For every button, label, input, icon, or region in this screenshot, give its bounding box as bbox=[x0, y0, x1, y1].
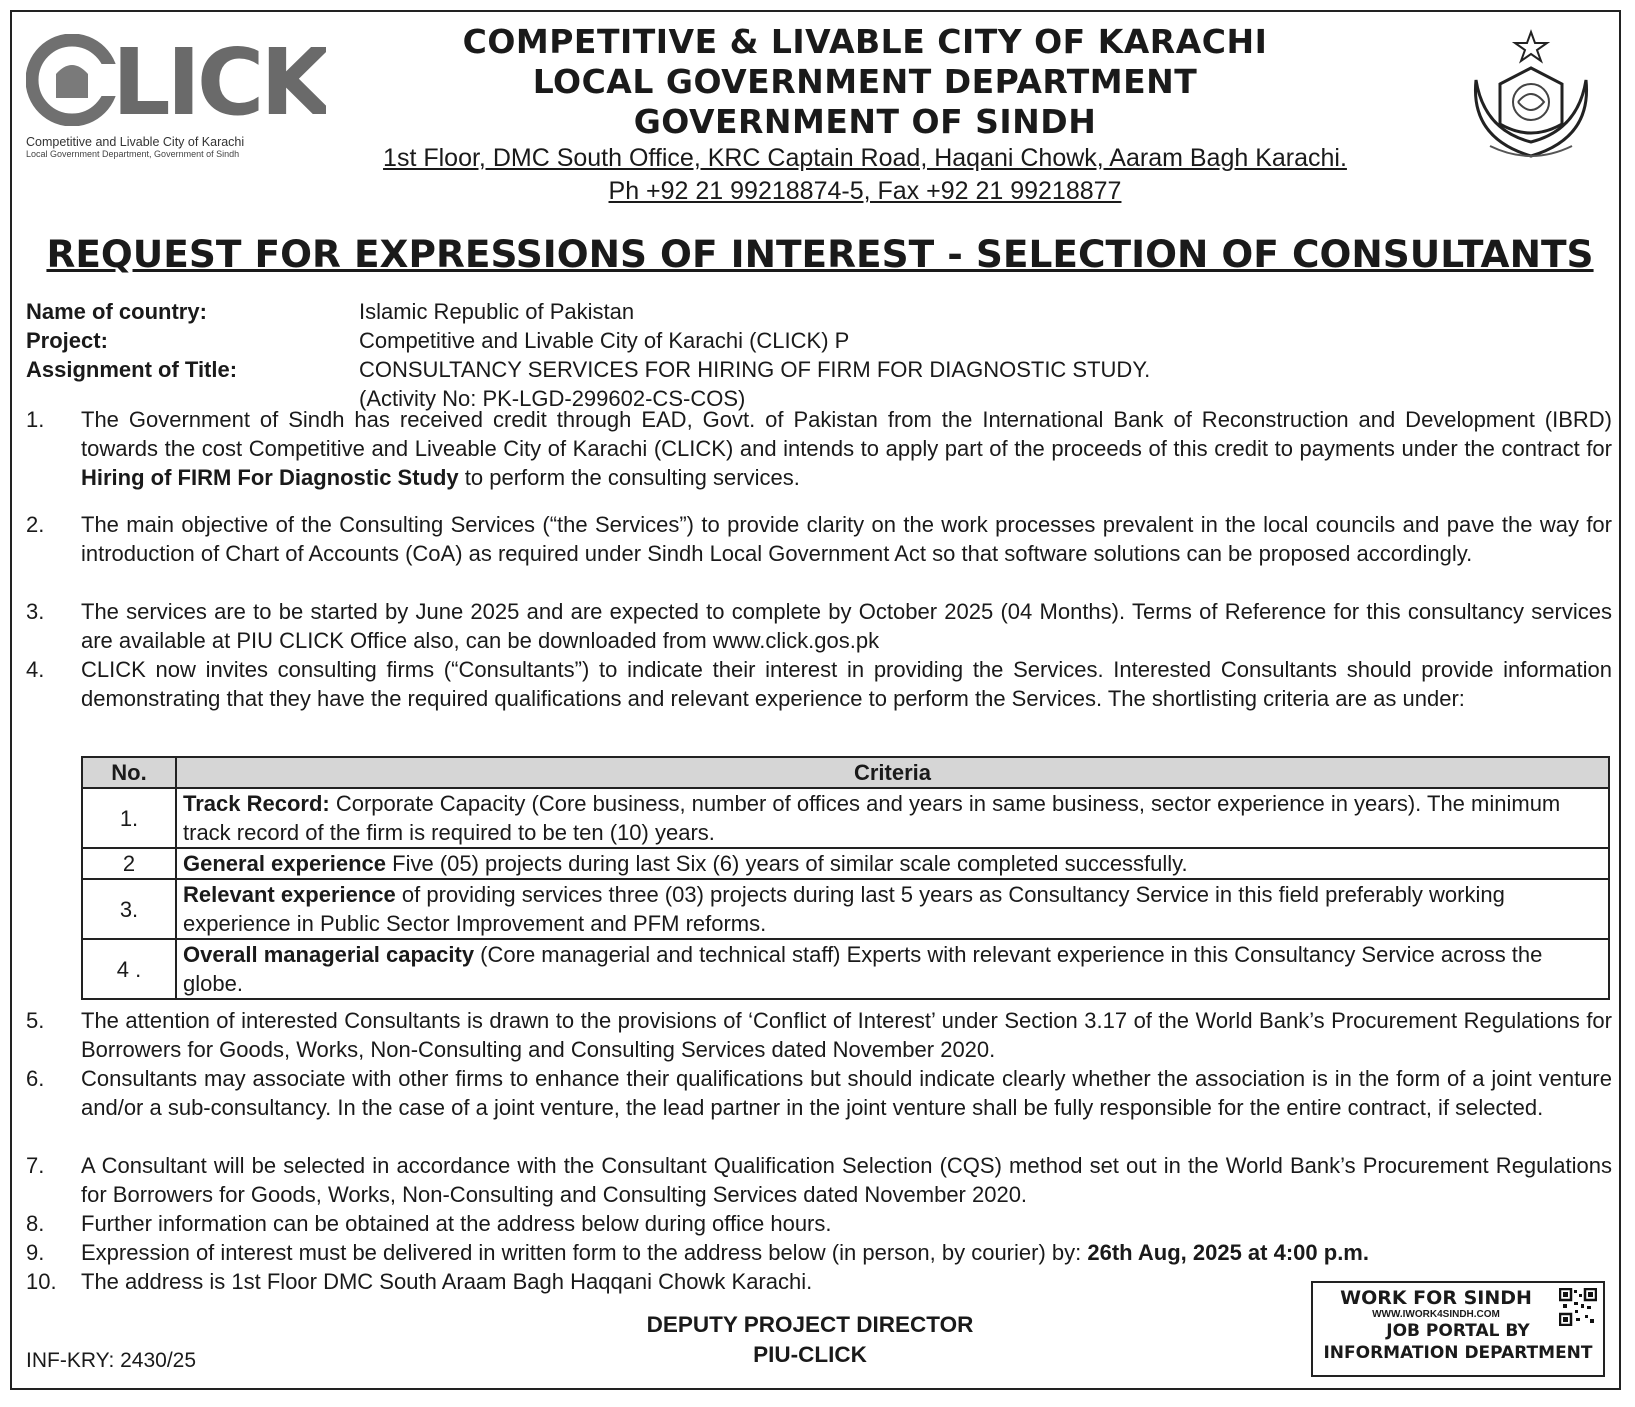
criteria-number: 2 bbox=[82, 848, 176, 879]
criteria-text bbox=[176, 939, 1609, 999]
paragraph-2 bbox=[26, 510, 1612, 568]
paragraph-text bbox=[81, 405, 1612, 492]
meta-label: Assignment of Title: bbox=[26, 357, 238, 382]
meta-value: Competitive and Livable City of Karachi (CLICK) P bbox=[359, 328, 850, 353]
criteria-description: Five (05) projects during last Six (6) years of similar scale completed successfully. bbox=[386, 851, 1188, 876]
criteria-number: 4 . bbox=[82, 939, 176, 999]
paragraph-9 bbox=[26, 1238, 1612, 1267]
work-for-sindh-badge bbox=[1311, 1281, 1605, 1377]
criteria-table bbox=[81, 756, 1610, 1000]
meta-label: Project: bbox=[26, 328, 108, 353]
meta-value: Islamic Republic of Pakistan bbox=[359, 299, 635, 324]
paragraph-text: Consultants may associate with other firms to enhance their qualifications but should indicate clearly whether the association is in the form of a joint venture and/or a sub-consultancy. In the case of a joint venture, the lead partner in the joint venture shall be fully responsible for the entire contract, if selected. bbox=[81, 1066, 1612, 1120]
paragraph-8 bbox=[26, 1209, 1612, 1238]
paragraph-3 bbox=[26, 597, 1612, 655]
paragraph-text: The attention of interested Consultants is drawn to the provisions of ‘Conflict of Interest’ under Section 3.17 of the World Bank’s Procurement Regulations for Borrowers for Goods, Works, Non-Consulting and Consulting Services dated November 2020. bbox=[81, 1008, 1612, 1062]
paragraph-text-part: The Government of Sindh has received credit through EAD, Govt. of Pakistan from the International Bank of Reconstruction and Development (IBRD) towards the cost Competitive and Liveable City of Karachi (CLICK) and intends to apply part of the proceeds of this credit to payments under the contract for bbox=[81, 407, 1612, 461]
letterhead bbox=[300, 22, 1430, 208]
criteria-heading: Relevant experience bbox=[183, 882, 396, 907]
table-row bbox=[82, 879, 1609, 939]
qr-code-icon bbox=[1559, 1288, 1597, 1326]
click-logo-mark bbox=[26, 34, 326, 126]
paragraph-number: 5. bbox=[26, 1008, 45, 1033]
table-row bbox=[82, 788, 1609, 848]
criteria-description: of providing services three (03) projects during last 5 years as Consultancy Service in this field preferably working experience in Public Sector Improvement and PFM reforms. bbox=[183, 882, 1505, 936]
svg-text:LICK: LICK bbox=[112, 34, 326, 126]
meta-row-project bbox=[26, 326, 1606, 355]
badge-line-4: INFORMATION DEPARTMENT bbox=[1323, 1343, 1593, 1363]
deadline: 26th Aug, 2025 at 4:00 p.m. bbox=[1087, 1240, 1369, 1265]
paragraph-4 bbox=[26, 655, 1612, 713]
meta-label: Name of country: bbox=[26, 299, 207, 324]
paragraph-number: 4. bbox=[26, 657, 45, 682]
paragraph-text: The main objective of the Consulting Services (“the Services”) to provide clarity on the work processes prevalent in the local councils and pave the way for introduction of Chart of Accounts (CoA) as required under Sindh Local Government Act so that software solutions can be proposed accordingly. bbox=[81, 512, 1612, 566]
header-address: 1st Floor, DMC South Office, KRC Captain Road, Haqani Chowk, Aaram Bagh Karachi. bbox=[383, 144, 1347, 172]
criteria-text bbox=[176, 879, 1609, 939]
paragraph-text-part: Expression of interest must be delivered in written form to the address below (in person, by courier) by: bbox=[81, 1240, 1088, 1265]
paragraph-number: 3. bbox=[26, 599, 45, 624]
table-row bbox=[82, 848, 1609, 879]
header-line-2: LOCAL GOVERNMENT DEPARTMENT bbox=[532, 62, 1198, 101]
meta-value: CONSULTANCY SERVICES FOR HIRING OF FIRM FOR DIAGNOSTIC STUDY. bbox=[359, 357, 1151, 382]
paragraph-text: Further information can be obtained at the address below during office hours. bbox=[81, 1211, 832, 1236]
column-header-no: No. bbox=[82, 757, 176, 788]
logo-subtitle-small: Local Government Department, Government of Sindh bbox=[26, 149, 240, 159]
criteria-description: (Core managerial and technical staff) Experts with relevant experience in this Consultancy Service across the globe. bbox=[183, 942, 1543, 996]
click-logo bbox=[26, 34, 326, 164]
signature-block bbox=[560, 1310, 1060, 1370]
paragraph-number: 2. bbox=[26, 512, 45, 537]
badge-title: WORK FOR SINDH bbox=[1340, 1287, 1532, 1309]
table-row bbox=[82, 939, 1609, 999]
logo-subtitle: Competitive and Livable City of Karachi bbox=[26, 135, 245, 149]
criteria-heading: Overall managerial capacity bbox=[183, 942, 475, 967]
reference-number: INF-KRY: 2430/25 bbox=[26, 1349, 197, 1372]
badge-line-3: JOB PORTAL BY bbox=[1386, 1321, 1530, 1341]
page-title: REQUEST FOR EXPRESSIONS OF INTEREST - SELECTION OF CONSULTANTS bbox=[46, 232, 1594, 276]
table-header-row bbox=[82, 757, 1609, 788]
paragraph-text: A Consultant will be selected in accordance with the Consultant Qualification Selection (CQS) method set out in the World Bank’s Procurement Regulations for Borrowers for Goods, Works, Non-Consulting and Consulting Services dated November 2020. bbox=[81, 1153, 1612, 1207]
paragraph-number: 6. bbox=[26, 1066, 45, 1091]
header-phone: Ph +92 21 99218874-5, Fax +92 21 99218877 bbox=[608, 177, 1122, 205]
paragraph-number: 9. bbox=[26, 1240, 45, 1265]
paragraph-6 bbox=[26, 1064, 1612, 1122]
signatory-office: PIU-CLICK bbox=[753, 1342, 867, 1367]
meta-row-country bbox=[26, 297, 1606, 326]
criteria-text bbox=[176, 848, 1609, 879]
paragraph-number: 1. bbox=[26, 407, 45, 432]
paragraph-number: 10. bbox=[26, 1269, 57, 1294]
criteria-number: 3. bbox=[82, 879, 176, 939]
paragraph-text: CLICK now invites consulting firms (“Consultants”) to indicate their interest in providing the Services. Interested Consultants should provide information demonstrating that they have the required qualifications and relevant experience to perform the Services. The shortlisting criteria are as under: bbox=[81, 657, 1612, 711]
signatory-title: DEPUTY PROJECT DIRECTOR bbox=[646, 1312, 974, 1337]
criteria-heading: General experience bbox=[183, 851, 387, 876]
paragraph-5 bbox=[26, 1006, 1612, 1064]
criteria-heading: Track Record: bbox=[183, 791, 330, 816]
paragraph-text-bold: Hiring of FIRM For Diagnostic Study bbox=[81, 465, 459, 490]
paragraph-text: The address is 1st Floor DMC South Araam Bagh Haqqani Chowk Karachi. bbox=[81, 1269, 813, 1294]
paragraph-number: 8. bbox=[26, 1211, 45, 1236]
project-details bbox=[26, 297, 1606, 413]
header-line-3: GOVERNMENT OF SINDH bbox=[633, 102, 1097, 141]
paragraph-text: The services are to be started by June 2025 and are expected to complete by October 2025 (04 Months). Terms of Reference for this consultancy services are available at PIU CLICK Office also, can be downloaded from www.click.gos.pk bbox=[81, 599, 1612, 653]
paragraph-7 bbox=[26, 1151, 1612, 1209]
criteria-description: Corporate Capacity (Core business, number of offices and years in same business, sector experience in years). The minimum track record of the firm is required to be ten (10) years. bbox=[183, 791, 1561, 845]
paragraph-text bbox=[81, 1238, 1612, 1267]
header-line-1: COMPETITIVE & LIVABLE CITY OF KARACHI bbox=[462, 22, 1268, 61]
criteria-text bbox=[176, 788, 1609, 848]
column-header-criteria: Criteria bbox=[176, 757, 1609, 788]
paragraph-number: 7. bbox=[26, 1153, 45, 1178]
meta-value: (Activity No: PK-LGD-299602-CS-COS) bbox=[359, 386, 746, 411]
paragraph-1 bbox=[26, 405, 1612, 492]
meta-row-assignment bbox=[26, 355, 1606, 384]
badge-url: WWW.IWORK4SINDH.COM bbox=[1372, 1309, 1500, 1320]
criteria-number: 1. bbox=[82, 788, 176, 848]
paragraph-text-part: to perform the consulting services. bbox=[458, 465, 800, 490]
sindh-government-seal-icon bbox=[1460, 28, 1602, 170]
